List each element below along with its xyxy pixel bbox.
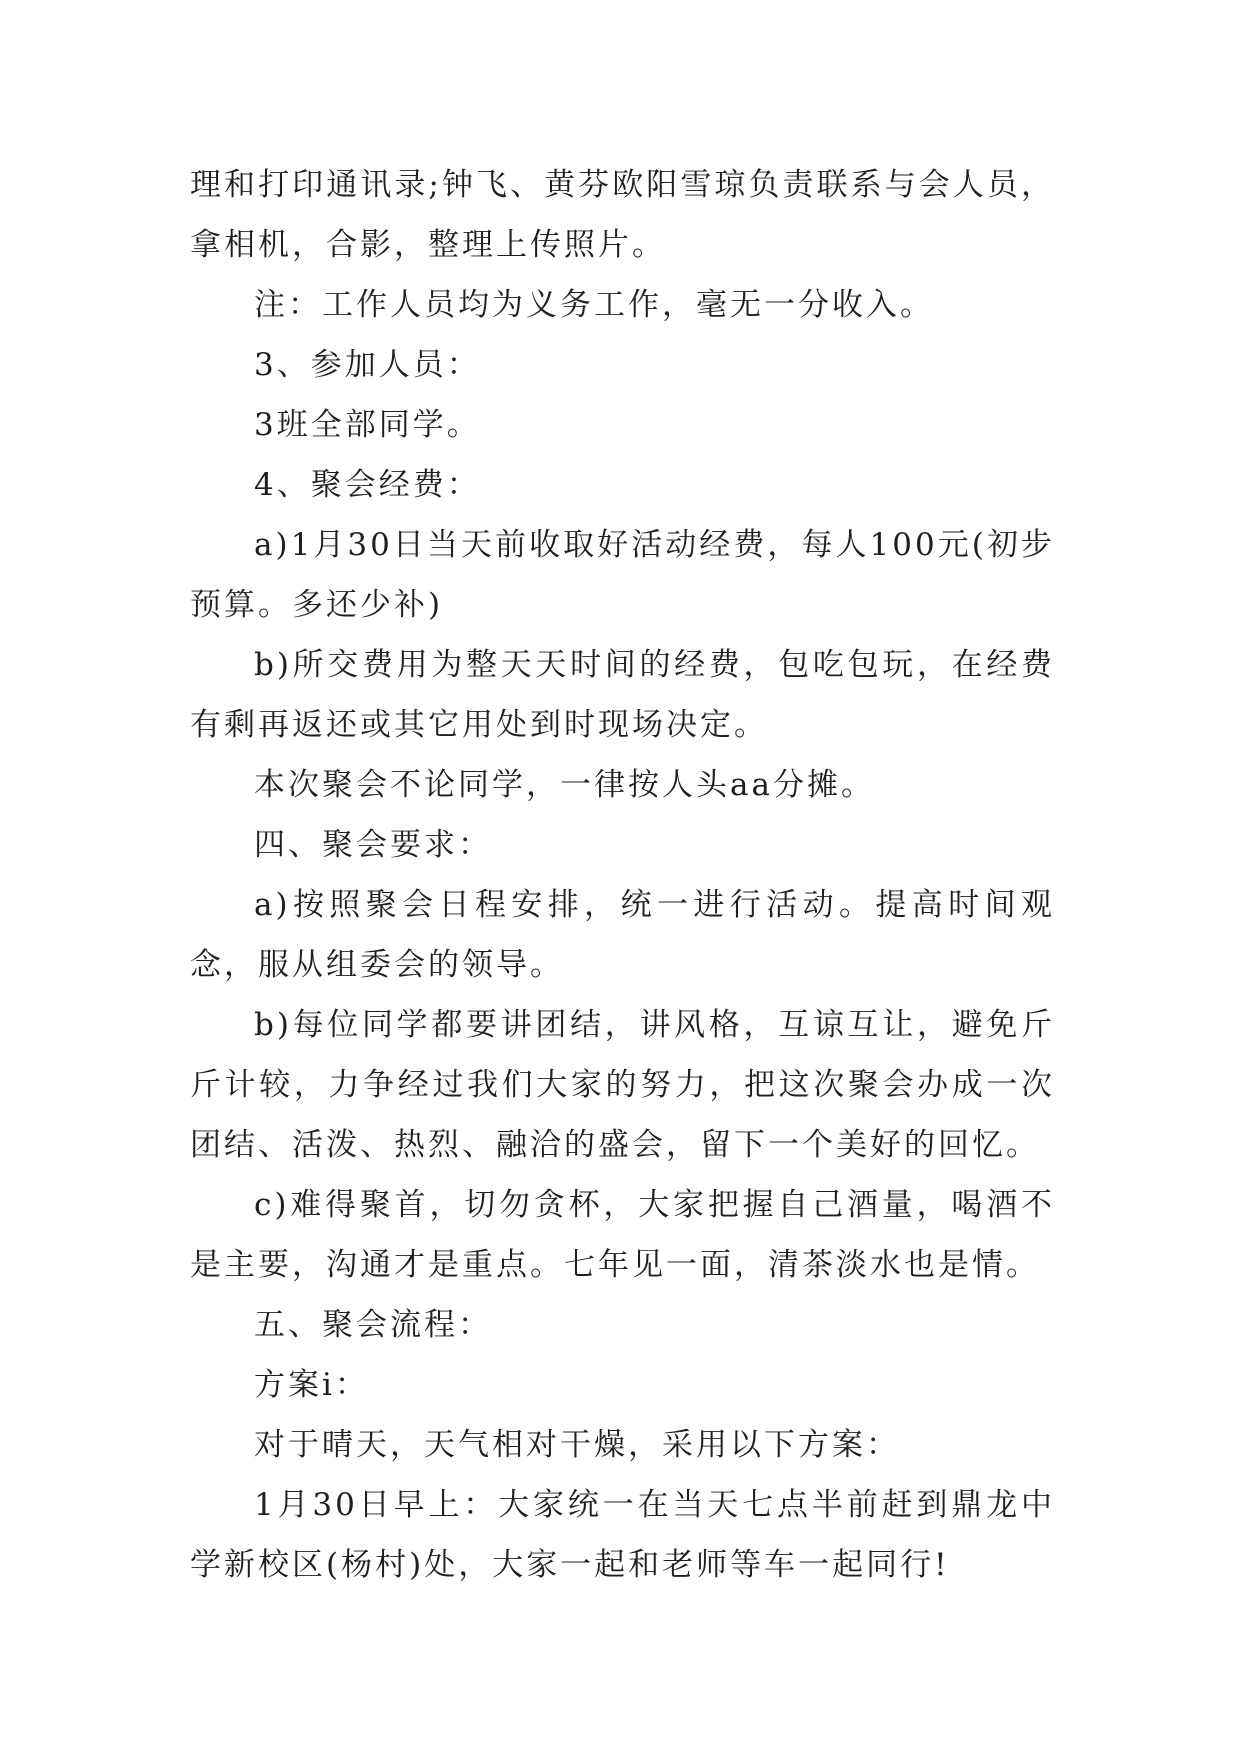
paragraph-requirements-a: a)按照聚会日程安排，统一进行活动。提高时间观念，服从组委会的领导。 [190, 887, 1055, 983]
heading-participants: 3、参加人员： [254, 347, 481, 383]
paragraph-sunny-plan: 对于晴天，天气相对干燥，采用以下方案： [254, 1427, 900, 1463]
paragraph-requirements-c: c)难得聚首，切勿贪杯，大家把握自己酒量，喝酒不是主要，沟通才是重点。七年见一面，清茶淡水也是情。 [190, 1187, 1055, 1283]
document-body [190, 155, 1055, 1595]
heading-requirements: 四、聚会要求： [254, 827, 492, 863]
paragraph-funds-b: b)所交费用为整天天时间的经费，包吃包玩，在经费有剩再返还或其它用处到时现场决定。 [190, 647, 1055, 743]
paragraph-funds-a: a)1月30日当天前收取好活动经费，每人100元(初步预算。多还少补) [190, 527, 1055, 623]
paragraph-morning-schedule: 1月30日早上：大家统一在当天七点半前赶到鼎龙中学新校区(杨村)处，大家一起和老师等车一起同行! [190, 1487, 1055, 1583]
paragraph-participants: 3班全部同学。 [254, 407, 481, 443]
paragraph-requirements-b: b)每位同学都要讲团结，讲风格，互谅互让，避免斤斤计较，力争经过我们大家的努力，把这次聚会办成一次团结、活泼、热烈、融洽的盛会，留下一个美好的回忆。 [190, 1007, 1055, 1163]
heading-funds: 4、聚会经费： [254, 467, 481, 503]
paragraph-continued-duties: 理和打印通讯录;钟飞、黄芬欧阳雪琼负责联系与会人员，拿相机，合影，整理上传照片。 [190, 167, 1055, 263]
heading-process: 五、聚会流程： [254, 1307, 492, 1343]
paragraph-funds-split: 本次聚会不论同学，一律按人头aa分摊。 [254, 767, 875, 803]
heading-plan-i: 方案ⅰ： [254, 1367, 369, 1403]
paragraph-note: 注：工作人员均为义务工作，毫无一分收入。 [254, 287, 934, 323]
